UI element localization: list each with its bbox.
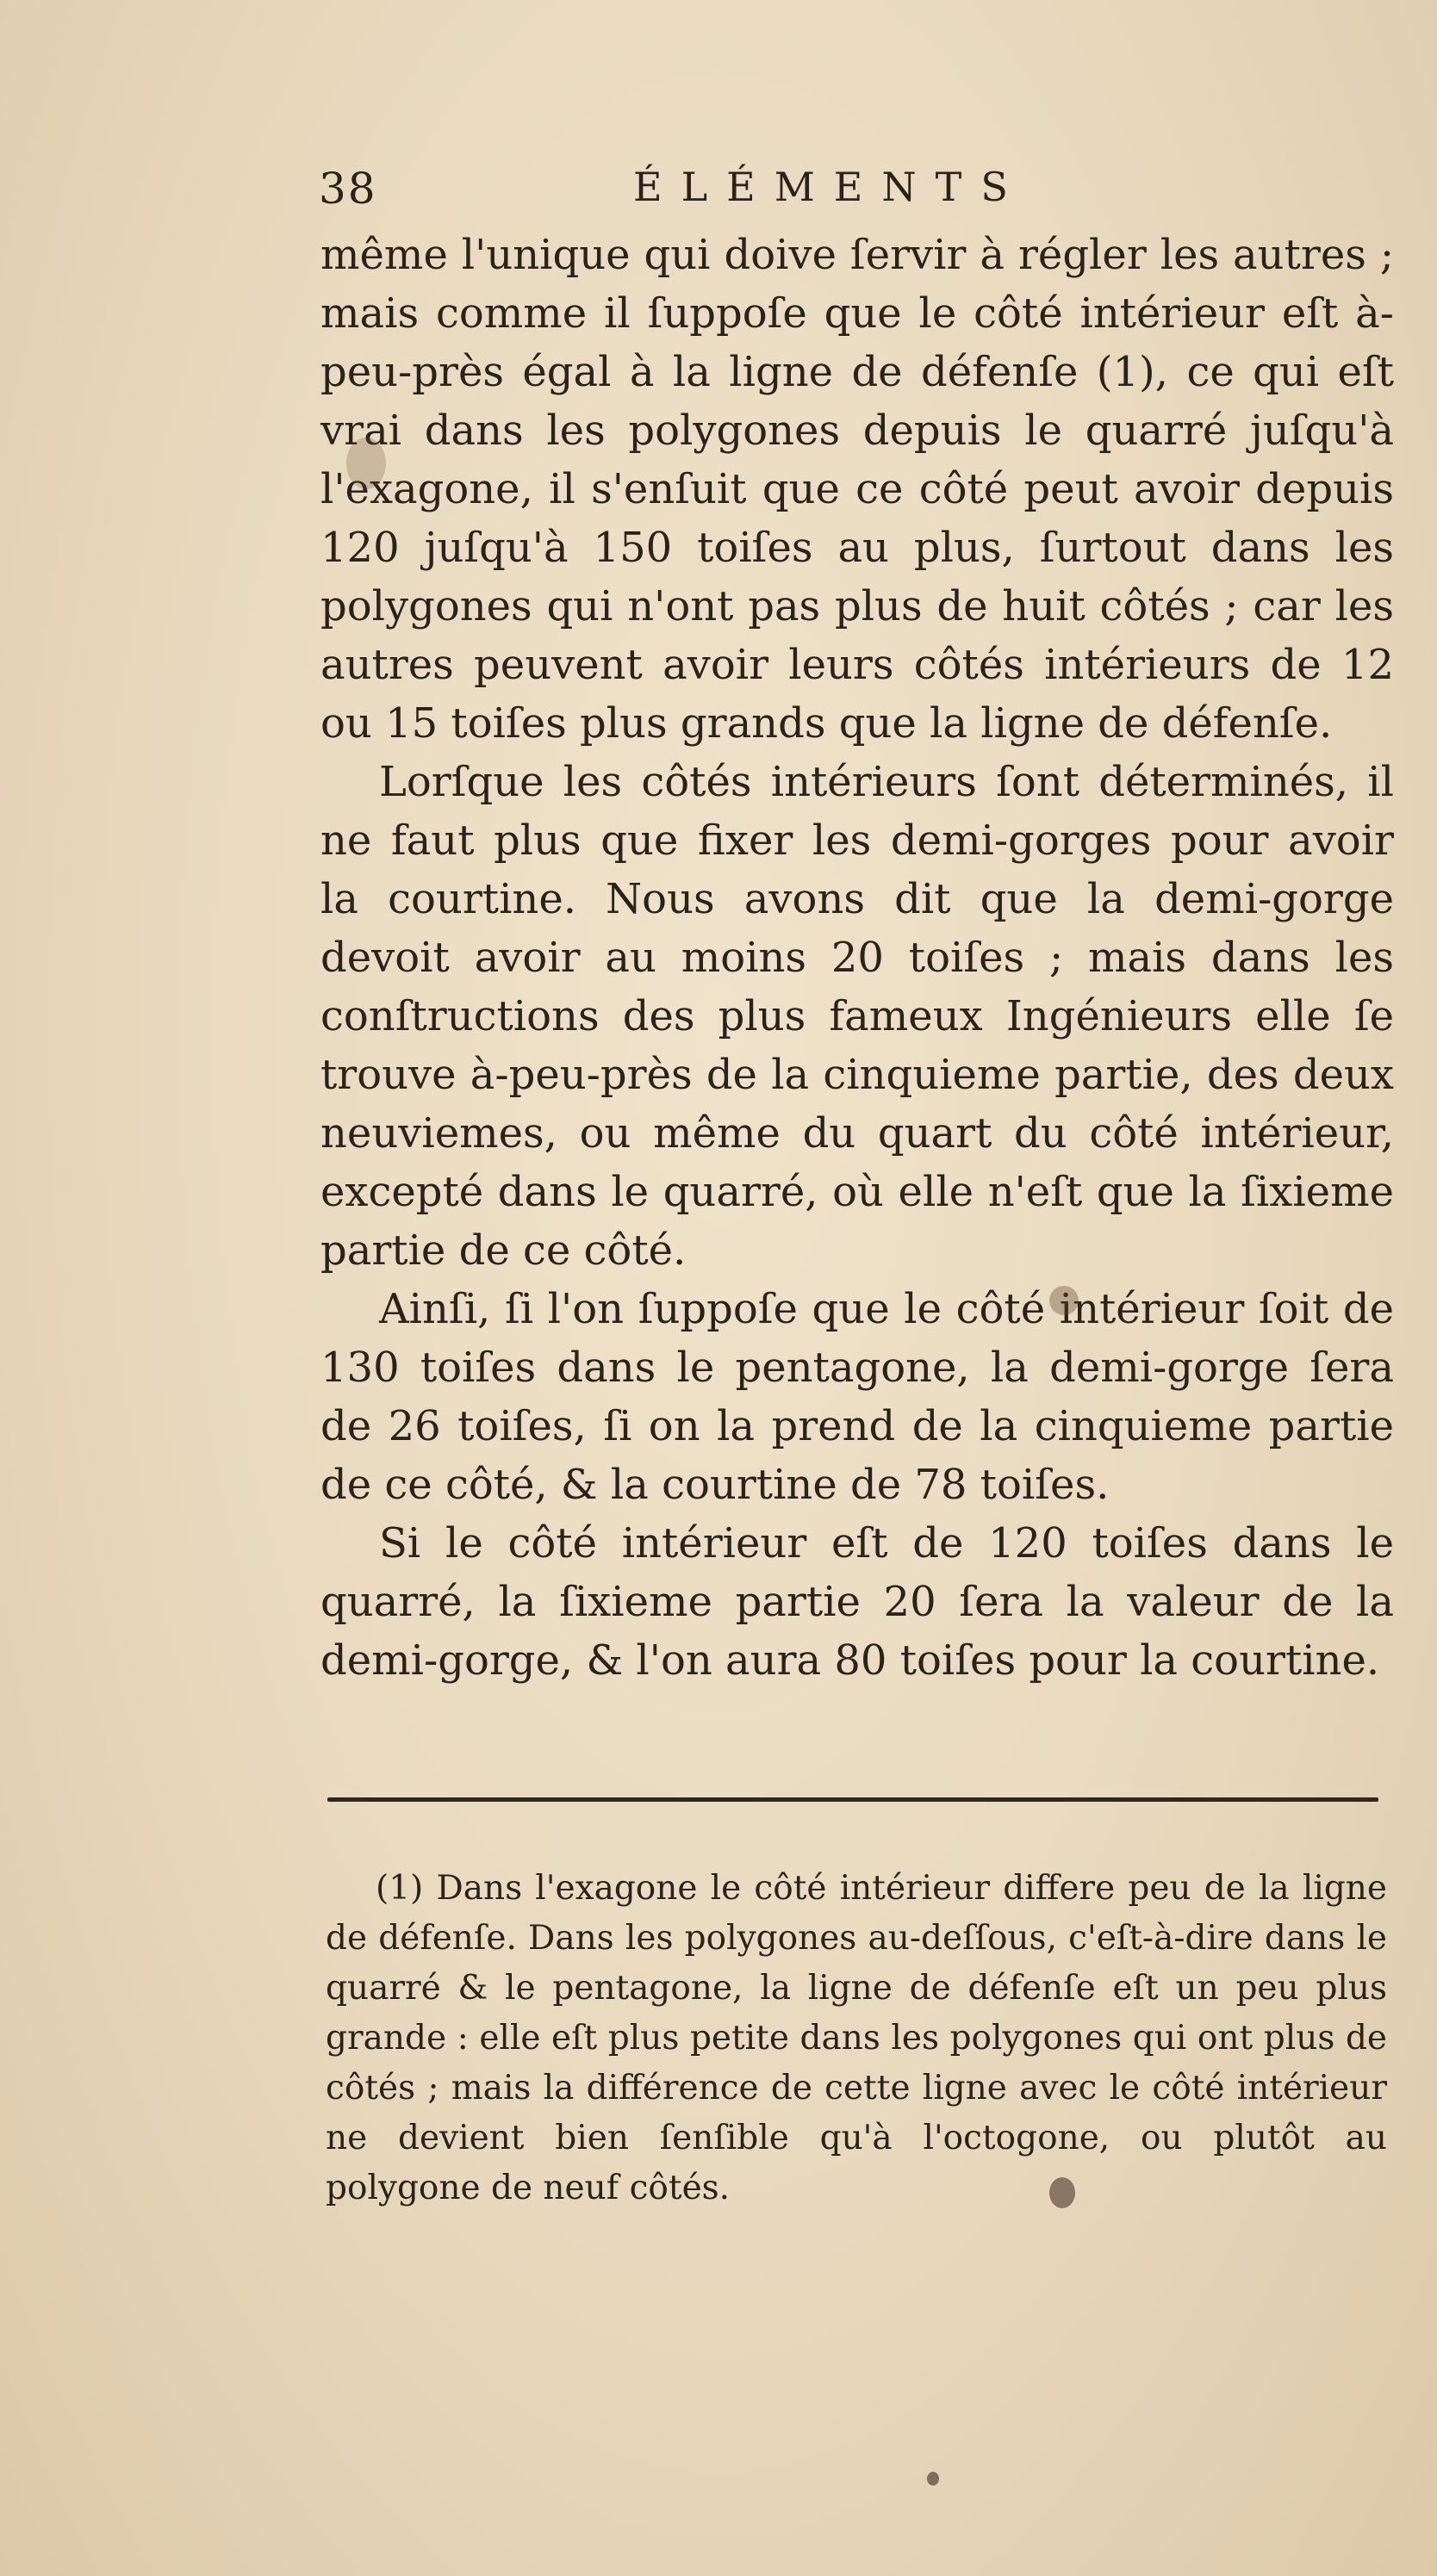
paragraph-4: Si le côté intérieur eſt de 120 toiſes dans le quarré, la ſixieme partie 20 ſera la valeur de la demi-gorge, & l'on aura 80 toiſes pour la courtine. bbox=[320, 1519, 1394, 1685]
page-header bbox=[319, 164, 1077, 224]
footnote-divider bbox=[327, 1797, 1378, 1802]
paragraph-1: même l'unique qui doive ſervir à régler les autres ; mais comme il ſuppoſe que le côté intérieur eſt à-peu-près égal à la ligne de défenſe (1), ce qui eſt vrai dans les polygones depuis le quarré juſqu'à l'exagone, il s'enſuit que ce côté peut avoir depuis 120 juſqu'à 150 toiſes au plus, ſurtout dans les polygones qui n'ont pas plus de huit côtés ; car les autres peuvent avoir leurs côtés intérieurs de 12 ou 15 toiſes plus grands que la ligne de défenſe. bbox=[320, 231, 1394, 748]
body-text bbox=[320, 226, 1394, 1690]
ink-stain-mark bbox=[346, 438, 386, 489]
ink-dot-mark bbox=[927, 2472, 939, 2486]
page-number: 38 bbox=[319, 164, 377, 214]
footnote: (1) Dans l'exagone le côté intérieur differe peu de la ligne de défenſe. Dans les polygones au-deſſous, c'eſt-à-dire dans le quarré & le pentagone, la ligne de défenſe eſt un peu plus grande : elle eſt plus petite dans les polygones qui ont plus de côtés ; mais la différence de cette ligne avec le côté intérieur ne devient bien ſenſible qu'à l'octogone, ou plutôt au polygone de neuf côtés. bbox=[326, 1869, 1387, 2207]
paragraph-2: Lorſque les côtés intérieurs ſont déterminés, il ne faut plus que fixer les demi-gorges pour avoir la courtine. Nous avons dit que la demi-gorge devoit avoir au moins 20 toiſes ; mais dans les conſtructions des plus fameux Ingénieurs elle ſe trouve à-peu-près de la cinquieme partie, des deux neuviemes, ou même du quart du côté intérieur, excepté dans le quarré, où elle n'eſt que la ſixieme partie de ce côté. bbox=[320, 758, 1394, 1275]
ink-stain-mark bbox=[1049, 1286, 1079, 1315]
running-head: ÉLÉMENTS bbox=[633, 164, 1027, 210]
paragraph-3: Ainſi, ſi l'on ſuppoſe que le côté intérieur ſoit de 130 toiſes dans le pentagone, la demi-gorge ſera de 26 toiſes, ſi on la prend de la cinquieme partie de ce côté, & la courtine de 78 toiſes. bbox=[320, 1285, 1394, 1509]
ink-stain-mark bbox=[1049, 2177, 1075, 2208]
